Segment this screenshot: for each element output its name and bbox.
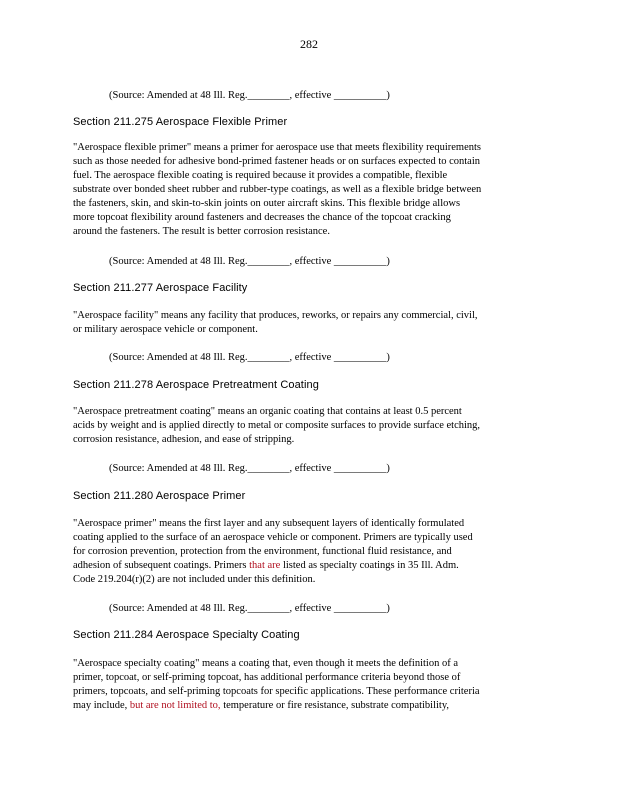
paragraph-line: "Aerospace pretreatment coating" means an organic coating that contains at least 0.5 percent [73,406,462,417]
line-text: temperature or fire resistance, substrate compatibility, [220,700,450,711]
paragraph-line: "Aerospace primer" means the first layer and any subsequent layers of identically formulated [73,518,465,529]
inserted-text: but are not limited to, [129,700,221,711]
line-text: may include, [73,700,130,711]
line-text: listed as specialty coatings in 35 Ill. Adm. [280,560,459,571]
paragraph-line: acids by weight and is applied directly to metal or composite surfaces to provide surface etching, [73,420,481,431]
section-heading-211-277: Section 211.277 Aerospace Facility [73,282,248,294]
paragraph-line: such as those needed for adhesive bond-primed fastener heads or on surfaces expected to contain [73,156,481,167]
section-heading-211-284: Section 211.284 Aerospace Specialty Coating [73,629,300,641]
paragraph-line: primers, topcoats, and self-priming topcoats for specific applications. These performance criteria [73,686,480,697]
paragraph-line: for corrosion prevention, protection from the environment, functional fluid resistance, and [73,546,452,557]
line-text: adhesion of subsequent coatings. Primers [73,560,250,571]
inserted-text: that are [249,560,281,571]
source-note: (Source: Amended at 48 Ill. Reg.________, effective __________) [109,352,390,363]
paragraph-line: Code 219.204(r)(2) are not included under this definition. [73,574,316,585]
paragraph-line: primer, topcoat, or self-priming topcoat, has additional performance criteria beyond those of [73,672,461,683]
paragraph-line [73,699,449,712]
paragraph-line: corrosion resistance, adhesion, and ease of stripping. [73,434,295,445]
paragraph-line: "Aerospace specialty coating" means a coating that, even though it meets the definition of a [73,658,458,669]
paragraph-line: coating applied to the surface of an aerospace vehicle or component. Primers are typically used [73,532,473,543]
paragraph-line: "Aerospace flexible primer" means a primer for aerospace use that meets flexibility requirements [73,142,481,153]
page-number: 282 [300,37,318,51]
source-note: (Source: Amended at 48 Ill. Reg.________, effective __________) [109,603,390,614]
paragraph-line: fuel. The aerospace flexible coating is required because it provides a compatible, flexible [73,170,448,181]
paragraph-line: "Aerospace facility" means any facility that produces, reworks, or repairs any commercial, civil, [73,310,478,321]
paragraph-line: the fasteners, skin, and skin-to-skin joints on outer aircraft skins. This flexible bridge allows [73,198,461,209]
section-heading-211-275: Section 211.275 Aerospace Flexible Primer [73,116,288,128]
source-note: (Source: Amended at 48 Ill. Reg.________, effective __________) [109,90,390,101]
source-note: (Source: Amended at 48 Ill. Reg.________, effective __________) [109,463,390,474]
paragraph-line [73,559,459,572]
paragraph-line: more topcoat flexibility around fasteners and decreases the chance of the topcoat cracking [73,212,451,223]
paragraph-line: or military aerospace vehicle or component. [73,324,258,335]
paragraph-line: around the fasteners. The result is better corrosion resistance. [73,226,330,237]
section-heading-211-280: Section 211.280 Aerospace Primer [73,490,246,502]
source-note: (Source: Amended at 48 Ill. Reg.________, effective __________) [109,256,390,267]
paragraph-line: substrate over bonded sheet rubber and rubber-type coatings, as well as a flexible bridge between [73,184,482,195]
section-heading-211-278: Section 211.278 Aerospace Pretreatment Coating [73,379,319,391]
